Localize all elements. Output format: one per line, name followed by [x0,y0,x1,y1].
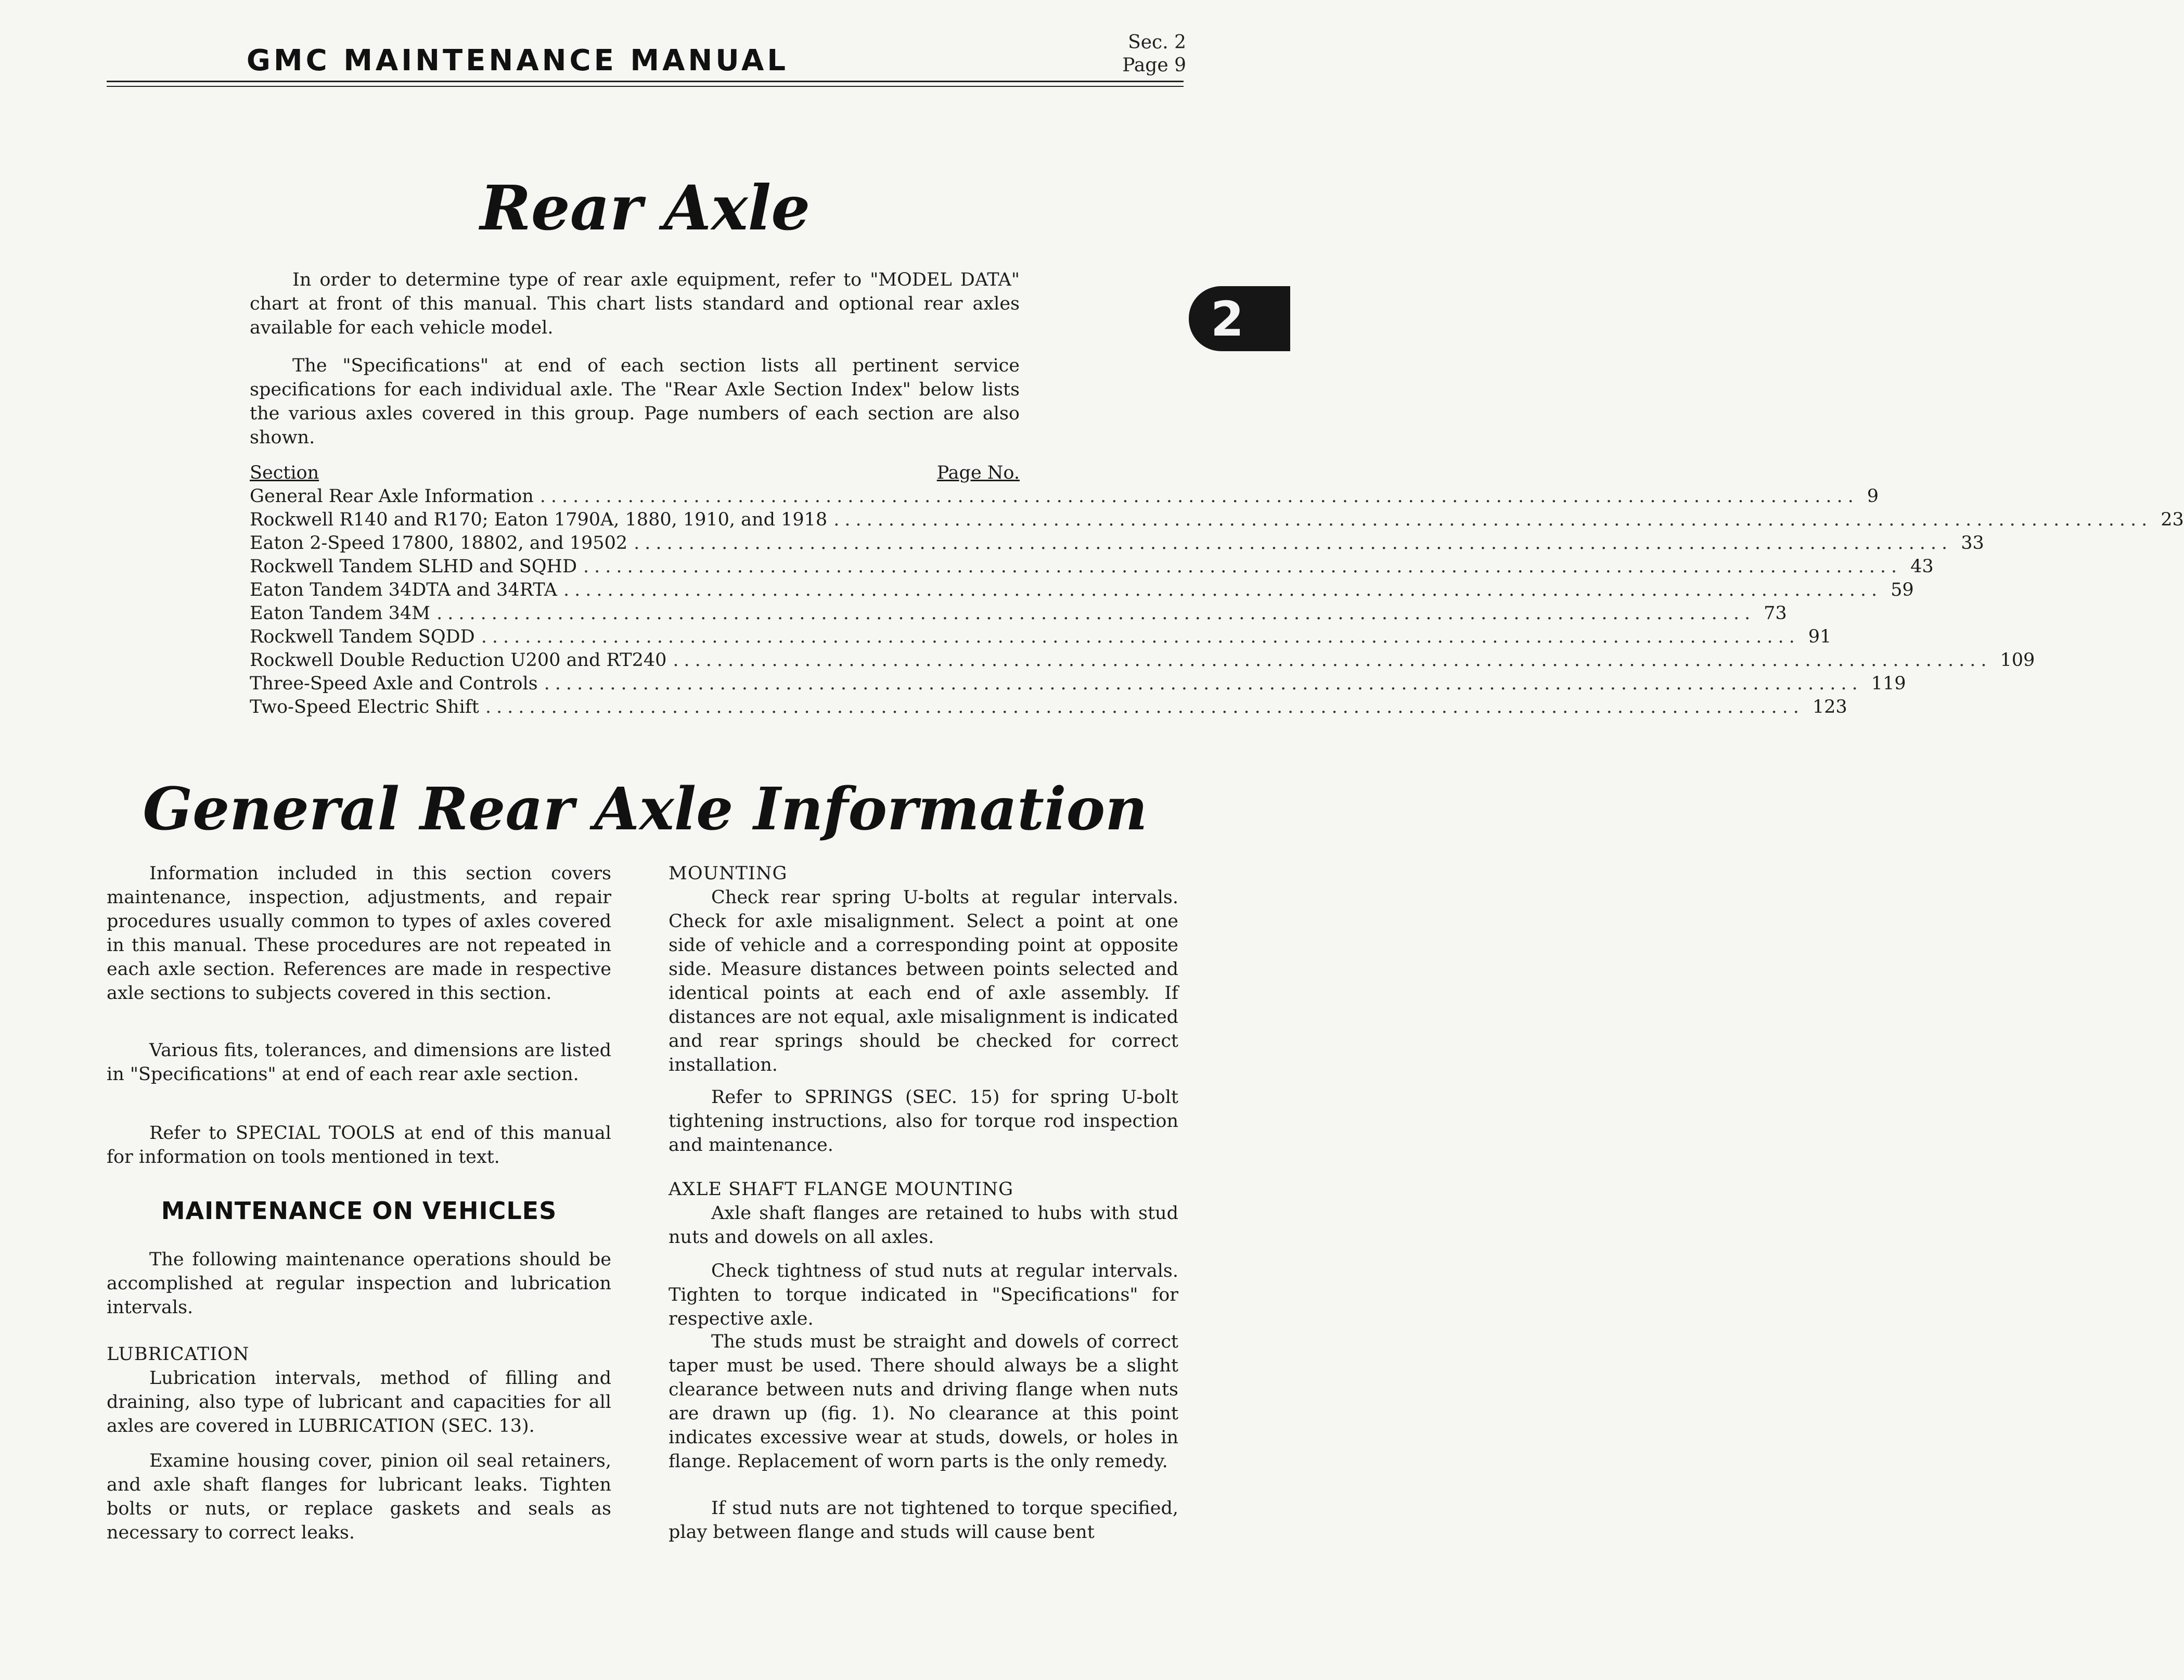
flange-paragraph-4: If stud nuts are not tightened to torque specified, play between flange and studs will cause bent [669,1498,1178,1543]
lubrication-paragraph-1: Lubrication intervals, method of filling and draining, also type of lubricant and capacities for all axles are covered in LUBRICATION (SEC. 13). [107,1368,611,1437]
index-row-page: 123 [1812,697,1847,717]
general-paragraph-1: Information included in this section covers maintenance, inspection, adjustments, and repair procedures usually common to types of axles covered in this manual. These procedures are not repeated in each axle section. References are made in respective axle sections to subjects covered in this section. [107,863,611,1004]
general-info-title: General Rear Axle Information [143,775,1148,843]
index-row-section: Eaton 2-Speed 17800, 18802, and 19502 [250,533,628,554]
index-row-leader-dots: ........................................................................................................................ [673,650,1992,671]
index-row [250,649,2035,672]
index-row [250,555,1934,579]
index-row-page: 33 [1961,533,1984,554]
index-row [250,532,1984,555]
index-row-leader-dots: ........................................................................................................................ [436,603,1756,624]
flange-mounting-heading: AXLE SHAFT FLANGE MOUNTING [669,1179,1014,1200]
mounting-paragraph-1: Check rear spring U-bolts at regular intervals. Check for axle misalignment. Select a point at one side of vehicle and a corresponding point at opposite side. Measure distances between points selected and identical points at each end of axle assembly. If distances are not equal, axle misalignment is indicated and rear springs should be checked for correct installation. [669,887,1178,1075]
intro-paragraph-2: The "Specifications" at end of each section lists all pertinent service specifications for each individual axle. The "Rear Axle Section Index" below lists the various axles covered in this group. Page numbers of each section are also shown. [250,355,1020,448]
page-number: Page 9 [1122,55,1186,76]
lubrication-paragraph-2: Examine housing cover, pinion oil seal retainers, and axle shaft flanges for lubricant leaks. Tighten bolts or nuts, or replace gaskets and seals as necessary to correct leaks. [107,1451,611,1543]
index-row-page: 73 [1764,603,1787,624]
index-row-section: Rockwell Double Reduction U200 and RT240 [250,650,667,671]
index-row-page: 109 [2000,650,2035,671]
index-row-leader-dots: ........................................................................................................................ [583,556,1903,577]
flange-paragraph-1: Axle shaft flanges are retained to hubs with stud nuts and dowels on all axles. [669,1203,1178,1248]
index-row-section: Eaton Tandem 34DTA and 34RTA [250,580,558,600]
intro-paragraph-1: In order to determine type of rear axle equipment, refer to "MODEL DATA" chart at front of this manual. This chart lists standard and optional rear axles available for each vehicle model. [250,270,1020,338]
index-row-page: 91 [1808,626,1832,647]
mounting-paragraph-2: Refer to SPRINGS (SEC. 15) for spring U-bolt tightening instructions, also for torque rod inspection and maintenance. [669,1087,1178,1156]
index-header [250,461,1020,485]
general-paragraph-2: Various fits, tolerances, and dimensions are listed in "Specifications" at end of each rear axle section. [107,1040,611,1085]
index-row-page: 9 [1867,486,1879,507]
mounting-heading: MOUNTING [669,863,788,884]
index-row-section: Rockwell R140 and R170; Eaton 1790A, 1880, 1910, and 1918 [250,509,828,530]
index-row [250,625,1832,649]
index-row-leader-dots: ........................................................................................................................ [485,697,1804,717]
index-row [250,508,2184,532]
index-row-leader-dots: ........................................................................................................................ [563,580,1883,600]
index-row [250,579,1914,602]
index-row-section: General Rear Axle Information [250,486,534,507]
index-row-section: Three-Speed Axle and Controls [250,673,538,694]
index-row-page: 59 [1891,580,1914,600]
section-page-info [1061,31,1186,77]
index-row [250,672,1906,696]
lubrication-heading: LUBRICATION [107,1344,250,1365]
index-row-page: 43 [1910,556,1934,577]
index-row-leader-dots: ........................................................................................................................ [833,509,2153,530]
index-row-leader-dots: ........................................................................................................................ [634,533,1953,554]
index-col-section: Section [250,463,319,483]
index-row [250,696,1847,719]
index-col-page: Page No. [936,463,1020,483]
section-index [250,461,2184,719]
section-number: Sec. 2 [1128,32,1186,53]
running-title: GMC MAINTENANCE MANUAL [246,44,789,78]
maintenance-paragraph: The following maintenance operations should be accomplished at regular inspection and lubrication intervals. [107,1249,611,1318]
header-rule-thin [107,86,1184,87]
section-tab [1189,286,1290,351]
index-row-page: 23 [2161,509,2184,530]
index-row-section: Eaton Tandem 34M [250,603,431,624]
flange-paragraph-3: The studs must be straight and dowels of correct taper must be used. There should always be a slight clearance between nuts and driving flange when nuts are drawn up (fig. 1). No clearance at this point indicates excessive wear at studs, dowels, or holes in flange. Replacement of worn parts is the only remedy. [669,1331,1178,1472]
section-tab-label: 2 [1211,291,1244,347]
index-row-leader-dots: ........................................................................................................................ [481,626,1800,647]
maintenance-heading: MAINTENANCE ON VEHICLES [161,1197,557,1225]
rear-axle-title: Rear Axle [480,172,811,244]
index-row-section: Rockwell Tandem SQDD [250,626,475,647]
index-row-page: 119 [1871,673,1906,694]
index-row-section: Two-Speed Electric Shift [250,697,479,717]
general-paragraph-3: Refer to SPECIAL TOOLS at end of this manual for information on tools mentioned in text. [107,1123,611,1168]
index-row [250,602,1787,625]
flange-paragraph-2: Check tightness of stud nuts at regular intervals. Tighten to torque indicated in "Specifications" for respective axle. [669,1261,1178,1329]
index-row [250,485,1879,508]
header-rule [107,81,1184,82]
index-row-leader-dots: ........................................................................................................................ [539,486,1859,507]
index-row-leader-dots: ........................................................................................................................ [544,673,1863,694]
index-row-section: Rockwell Tandem SLHD and SQHD [250,556,577,577]
index-rows [250,485,2184,719]
